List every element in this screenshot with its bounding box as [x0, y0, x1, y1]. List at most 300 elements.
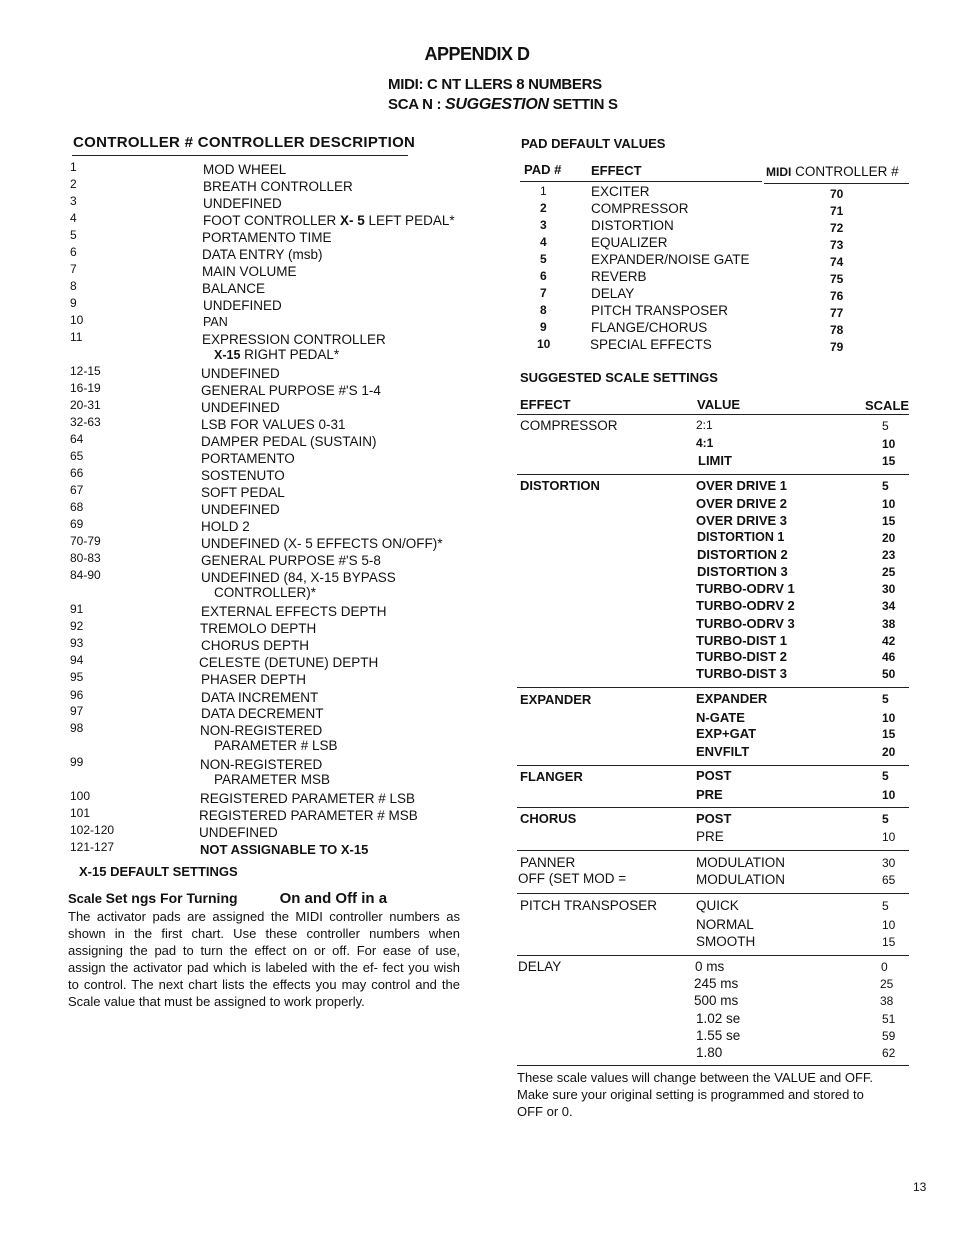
controller-row — [70, 721, 490, 738]
scale-row — [696, 855, 910, 872]
scale-number: 46 — [882, 650, 896, 664]
controller-row — [70, 177, 490, 194]
scale-number: 5 — [882, 479, 889, 493]
controller-description: REGISTERED PARAMETER # LSB — [200, 791, 416, 806]
controller-description: MAIN VOLUME — [202, 264, 297, 279]
scale-row — [695, 959, 909, 976]
controller-number: 80-83 — [70, 551, 101, 565]
controller-description: SOFT PEDAL — [201, 485, 285, 500]
scale-row — [696, 934, 910, 951]
controller-continuation-bold: X-15 — [214, 348, 241, 362]
scale-value: 1.80 — [696, 1045, 723, 1060]
scale-row — [696, 898, 910, 915]
controller-number: 8 — [70, 279, 77, 293]
scale-number: 5 — [882, 812, 889, 826]
controller-number: 92 — [70, 619, 84, 633]
scale-effect-name: DISTORTION — [520, 478, 600, 493]
pad-effect: EXCITER — [591, 184, 650, 199]
scale-number: 50 — [882, 667, 896, 681]
pad-midi-number: 74 — [830, 255, 844, 269]
controller-description: GENERAL PURPOSE #'S 5-8 — [201, 553, 381, 568]
scale-value: OVER DRIVE 1 — [696, 478, 788, 493]
controller-number: 12-15 — [70, 364, 101, 378]
controller-continuation-part: RIGHT PEDAL* — [240, 347, 340, 362]
scale-row — [696, 478, 910, 495]
controller-description: PHASER DEPTH — [201, 672, 307, 687]
controller-description: UNDEFINED — [201, 502, 280, 517]
scale-number: 20 — [882, 745, 896, 759]
scale-value: 4:1 — [696, 436, 714, 450]
controller-number: 97 — [70, 704, 84, 718]
instructions-paragraph: The activator pads are assigned the MIDI controller numbers as shown in the first chart. Use these controller numbers when assigning the pad to turn the effect on or off. For ease of use, assign the activator pad which is labeled with the ef- fect you wish to control. The next chart lists the effects you may control and the Scale value that must be assigned to work properly. — [68, 909, 460, 1009]
scale-row — [696, 633, 910, 650]
controller-row — [70, 755, 490, 772]
controller-description-part: FOOT CONTROLLER — [203, 213, 341, 228]
controller-description-bold: X- 5 — [340, 213, 365, 228]
scale-number: 25 — [880, 977, 894, 991]
appendix-subtitle-line1: MIDI: C NT LLERS 8 NUMBERS — [388, 76, 602, 93]
controller-row — [70, 415, 490, 432]
scale-value: POST — [696, 811, 732, 826]
pad-midi-number: 71 — [830, 204, 844, 218]
pad-row — [520, 320, 910, 337]
scale-value: TURBO-DIST 1 — [696, 633, 787, 648]
scale-number: 62 — [882, 1046, 896, 1060]
controller-number: 65 — [70, 449, 84, 463]
pad-midi-number: 75 — [830, 272, 844, 286]
controller-row — [70, 500, 490, 517]
controller-row — [70, 602, 490, 619]
pad-midi-number: 77 — [830, 306, 844, 320]
scale-row — [696, 829, 910, 846]
scale-effect-name: CHORUS — [520, 811, 577, 826]
scale-row — [696, 436, 910, 453]
pad-effect: DELAY — [591, 286, 635, 301]
scale-row — [696, 564, 910, 581]
controller-description: NON-REGISTERED — [200, 757, 323, 772]
controller-row — [70, 483, 490, 500]
controller-number: 96 — [70, 688, 84, 702]
controller-description: DATA DECREMENT — [201, 706, 324, 721]
pad-row — [520, 303, 910, 320]
scale-number: 42 — [882, 634, 896, 648]
scale-number: 5 — [882, 692, 889, 706]
scale-value: TURBO-DIST 3 — [696, 666, 787, 681]
scale-heading-part-c: On and Off in a — [279, 890, 388, 907]
scale-effect-name: EXPANDER — [520, 692, 592, 707]
scale-number: 5 — [882, 899, 889, 913]
controller-row — [70, 381, 490, 398]
controller-number: 68 — [70, 500, 84, 514]
scale-number: 10 — [882, 711, 896, 725]
pad-row — [520, 269, 910, 286]
controller-row — [70, 551, 490, 568]
scale-group-rule — [517, 687, 909, 688]
scale-number: 38 — [880, 994, 894, 1008]
scale-row — [696, 768, 910, 785]
pad-effect: FLANGE/CHORUS — [591, 320, 708, 335]
scale-value: SMOOTH — [696, 934, 756, 949]
scale-row — [694, 976, 908, 993]
controller-number: 67 — [70, 483, 84, 497]
scale-scale-column-header: SCALE — [865, 398, 910, 413]
pad-number: 4 — [540, 235, 547, 249]
controller-description: SOSTENUTO — [201, 468, 285, 483]
controller-number: 64 — [70, 432, 84, 446]
pad-defaults-heading: PAD DEFAULT VALUES — [521, 136, 666, 151]
controller-heading-rule — [72, 155, 408, 156]
pad-midi-number: 79 — [830, 340, 844, 354]
subtitle-part-c: SETTIN S — [548, 96, 618, 113]
scale-value: LIMIT — [698, 453, 732, 468]
scale-row — [696, 744, 910, 761]
controller-description-continuation — [214, 347, 339, 362]
scale-effect-name: COMPRESSOR — [520, 418, 618, 433]
controller-description: NON-REGISTERED — [200, 723, 323, 738]
scale-effect-name: DELAY — [518, 959, 562, 974]
controller-row — [70, 806, 490, 823]
pad-number: 3 — [540, 218, 547, 232]
controller-number: 1 — [70, 160, 77, 174]
scale-number: 15 — [882, 514, 896, 528]
scale-row — [696, 581, 910, 598]
scale-row — [696, 547, 910, 564]
scale-value: EXP+GAT — [696, 726, 757, 741]
controller-row — [70, 534, 490, 551]
controller-number: 93 — [70, 636, 84, 650]
scale-number: 51 — [882, 1012, 896, 1026]
controller-description: DAMPER PEDAL (SUSTAIN) — [201, 434, 377, 449]
scale-number: 38 — [882, 617, 896, 631]
controller-row — [70, 840, 490, 857]
scale-number: 10 — [882, 437, 896, 451]
controller-description-continuation: PARAMETER MSB — [214, 772, 331, 787]
scale-value: TURBO-ODRV 1 — [696, 581, 795, 596]
scale-effect-name: PITCH TRANSPOSER — [520, 898, 658, 913]
scale-number: 10 — [882, 788, 896, 802]
controller-description: MOD WHEEL — [203, 162, 287, 177]
controller-description: UNDEFINED — [201, 366, 280, 381]
controller-description: UNDEFINED — [203, 196, 282, 211]
pad-row — [520, 337, 910, 354]
controller-row — [70, 568, 490, 585]
controller-description: HOLD 2 — [201, 519, 250, 534]
controller-number: 69 — [70, 517, 84, 531]
scale-value: OVER DRIVE 3 — [696, 513, 788, 528]
controller-row — [70, 517, 490, 534]
scale-value: TURBO-ODRV 3 — [696, 616, 795, 631]
controller-number: 70-79 — [70, 534, 101, 548]
controller-number: 3 — [70, 194, 77, 208]
controller-number: 9 — [70, 296, 77, 310]
scale-row — [696, 418, 910, 435]
scale-number: 10 — [882, 830, 896, 844]
pad-effect: SPECIAL EFFECTS — [590, 337, 712, 352]
controller-number: 5 — [70, 228, 77, 242]
controller-description: PORTAMENTO — [201, 451, 295, 466]
scale-row — [696, 530, 910, 547]
pad-midi-number: 70 — [830, 187, 844, 201]
scale-heading-part-a: Scale — [68, 891, 106, 906]
controller-description: UNDEFINED — [201, 400, 280, 415]
pad-column-header: PAD # — [524, 162, 562, 177]
scale-row — [696, 666, 910, 683]
scale-number: 65 — [882, 873, 896, 887]
scale-number: 10 — [882, 918, 896, 932]
scale-value: 2:1 — [696, 418, 713, 432]
controller-row — [70, 466, 490, 483]
controller-number: 98 — [70, 721, 84, 735]
scale-value: DISTORTION 2 — [697, 547, 788, 562]
controller-description: CHORUS DEPTH — [201, 638, 310, 653]
midi-header-rest: CONTROLLER # — [791, 164, 899, 179]
scale-number: 0 — [881, 960, 888, 974]
controller-description-continuation: PARAMETER # LSB — [214, 738, 338, 753]
scale-row — [696, 1011, 910, 1028]
controller-row — [70, 262, 490, 279]
pad-number: 8 — [540, 303, 547, 317]
controller-description: DATA INCREMENT — [201, 690, 319, 705]
controller-row — [70, 449, 490, 466]
scale-value: PRE — [696, 829, 724, 844]
scale-group-rule — [517, 955, 909, 956]
scale-row — [696, 1045, 910, 1062]
pad-row — [520, 201, 910, 218]
scale-header-rule — [517, 414, 909, 415]
scale-value: 1.02 se — [696, 1011, 741, 1026]
pad-number: 10 — [537, 337, 551, 351]
pad-number: 1 — [540, 184, 547, 198]
pad-midi-number: 73 — [830, 238, 844, 252]
pad-midi-number: 72 — [830, 221, 844, 235]
controller-row — [70, 364, 490, 381]
pad-effect: EQUALIZER — [591, 235, 668, 250]
controller-number: 99 — [70, 755, 84, 769]
pad-row — [520, 218, 910, 235]
midi-controller-column-header — [766, 164, 899, 179]
controller-description: PORTAMENTO TIME — [202, 230, 332, 245]
pad-row — [520, 235, 910, 252]
scale-row — [696, 917, 910, 934]
controller-number: 16-19 — [70, 381, 101, 395]
pad-midi-number: 78 — [830, 323, 844, 337]
controller-row — [70, 160, 490, 177]
controller-description: REGISTERED PARAMETER # MSB — [199, 808, 418, 823]
controller-row — [70, 789, 490, 806]
pad-effect: DISTORTION — [591, 218, 674, 233]
scale-value: 500 ms — [694, 993, 739, 1008]
controller-row — [70, 636, 490, 653]
scale-row — [696, 872, 910, 889]
scale-row — [696, 598, 910, 615]
scale-group-rule — [517, 893, 909, 894]
pad-number: 5 — [540, 252, 547, 266]
controller-number: 10 — [70, 313, 84, 327]
controller-description: BREATH CONTROLLER — [203, 179, 353, 194]
controller-row — [70, 432, 490, 449]
scale-value: 0 ms — [695, 959, 725, 974]
scale-group-rule — [517, 474, 909, 475]
scale-value: PRE — [696, 787, 723, 802]
controller-row — [70, 279, 490, 296]
controller-row — [70, 398, 490, 415]
scale-value: MODULATION — [696, 855, 786, 870]
scale-group-rule — [517, 765, 909, 766]
scale-number: 25 — [882, 565, 896, 579]
scale-number: 10 — [882, 497, 896, 511]
scale-row — [696, 616, 910, 633]
controller-description: BALANCE — [202, 281, 266, 296]
controller-row — [70, 313, 490, 330]
scale-row — [696, 811, 910, 828]
controller-number: 20-31 — [70, 398, 101, 412]
scale-value: QUICK — [696, 898, 739, 913]
pad-effect: REVERB — [591, 269, 647, 284]
subtitle-part-a: SCA N : — [388, 96, 446, 113]
controller-row — [70, 330, 490, 347]
scale-number: 23 — [882, 548, 896, 562]
controller-number: 102-120 — [70, 823, 115, 837]
pad-row — [520, 184, 910, 201]
scale-settings-heading — [68, 890, 387, 907]
scale-value-column-header: VALUE — [697, 397, 741, 412]
scale-row — [696, 649, 910, 666]
pad-header-rule — [520, 181, 762, 182]
appendix-title: APPENDIX D — [424, 44, 530, 64]
controller-description: NOT ASSIGNABLE TO X-15 — [200, 842, 369, 857]
scale-row — [696, 691, 910, 708]
controller-number: 32-63 — [70, 415, 101, 429]
scale-group-rule — [517, 850, 909, 851]
scale-note: These scale values will change between the VALUE and OFF. Make sure your original setting is programmed and stored to OFF or 0. — [517, 1070, 874, 1119]
scale-number: 30 — [882, 582, 896, 596]
pad-row — [520, 286, 910, 303]
controller-number: 11 — [70, 330, 83, 344]
scale-row — [696, 513, 910, 530]
appendix-subtitle-line2 — [388, 96, 618, 114]
controller-description: PAN — [203, 315, 228, 329]
controller-row — [70, 296, 490, 313]
scale-value: OVER DRIVE 2 — [696, 496, 788, 511]
controller-number: 2 — [70, 177, 77, 191]
scale-value: 245 ms — [694, 976, 739, 991]
controller-description: EXTERNAL EFFECTS DEPTH — [201, 604, 387, 619]
scale-number: 30 — [882, 856, 896, 870]
scale-row — [694, 993, 908, 1010]
pad-number: 9 — [540, 320, 547, 334]
controller-description-part: LEFT PEDAL* — [364, 213, 455, 228]
midi-header-bold: MIDI — [766, 165, 792, 179]
scale-value: ENVFILT — [696, 744, 750, 759]
scale-row — [696, 1028, 910, 1045]
scale-heading-part-b: Set ngs For Turning — [105, 890, 238, 906]
scale-value: EXPANDER — [696, 691, 768, 706]
scale-row — [696, 710, 910, 727]
effect-column-header: EFFECT — [591, 163, 642, 178]
scale-effect-name: FLANGER — [520, 769, 583, 784]
controller-number: 7 — [70, 262, 77, 276]
controller-number: 84-90 — [70, 568, 101, 582]
scale-value: POST — [696, 768, 732, 783]
controller-row — [70, 704, 490, 721]
scale-number: 5 — [882, 769, 889, 783]
scale-row — [696, 496, 910, 513]
scale-row — [696, 787, 910, 804]
scale-number: 15 — [882, 935, 896, 949]
scale-number: 59 — [882, 1029, 896, 1043]
controller-row — [70, 653, 490, 670]
controller-number: 6 — [70, 245, 77, 259]
controller-description — [203, 213, 455, 228]
pad-row — [520, 252, 910, 269]
pad-effect: PITCH TRANSPOSER — [591, 303, 729, 318]
pad-number: 2 — [540, 201, 547, 215]
scale-value: N-GATE — [696, 710, 745, 725]
scale-number: 20 — [882, 531, 896, 545]
controller-number: 66 — [70, 466, 84, 480]
scale-value: NORMAL — [696, 917, 754, 932]
controller-number: 4 — [70, 211, 77, 225]
controller-row — [70, 670, 490, 687]
controller-number: 94 — [70, 653, 84, 667]
scale-row — [696, 726, 910, 743]
controller-row — [70, 823, 490, 840]
scale-value: DISTORTION 3 — [697, 564, 788, 579]
scale-number: 34 — [882, 599, 896, 613]
subtitle-part-b: SUGGESTION — [445, 96, 549, 113]
pad-effect: COMPRESSOR — [591, 201, 689, 216]
pad-midi-number: 76 — [830, 289, 844, 303]
scale-row — [696, 453, 910, 470]
controller-row — [70, 619, 490, 636]
controller-row — [70, 688, 490, 705]
controller-number: 101 — [70, 806, 91, 820]
scale-number: 5 — [882, 419, 889, 433]
scale-number: 15 — [882, 727, 896, 741]
scale-value: TURBO-ODRV 2 — [696, 598, 795, 613]
controller-description: UNDEFINED (84, X-15 BYPASS — [201, 570, 396, 585]
controller-description: EXPRESSION CONTROLLER — [202, 332, 386, 347]
controller-row — [70, 228, 490, 245]
scale-effect-name: PANNER — [520, 855, 576, 870]
pad-number: 6 — [540, 269, 547, 283]
controller-description: CELESTE (DETUNE) DEPTH — [199, 655, 379, 670]
page-number: 13 — [913, 1180, 927, 1194]
controller-description: UNDEFINED — [199, 825, 278, 840]
controller-number: 121-127 — [70, 840, 115, 854]
scale-value: MODULATION — [696, 872, 786, 887]
controller-number: 100 — [70, 789, 91, 803]
scale-value: DISTORTION 1 — [697, 530, 785, 544]
suggested-scale-heading: SUGGESTED SCALE SETTINGS — [520, 370, 718, 385]
controller-table-heading: CONTROLLER # CONTROLLER DESCRIPTION — [73, 134, 416, 151]
controller-row — [70, 245, 490, 262]
controller-description: TREMOLO DEPTH — [200, 621, 317, 636]
scale-effect-name-continuation: OFF (SET MOD = — [518, 871, 627, 886]
controller-description: UNDEFINED — [203, 298, 282, 313]
pad-effect: EXPANDER/NOISE GATE — [591, 252, 750, 267]
x15-defaults-heading: X-15 DEFAULT SETTINGS — [79, 864, 238, 879]
scale-table-bottom-rule — [517, 1065, 909, 1066]
controller-description-continuation: CONTROLLER)* — [214, 585, 317, 600]
scale-group-rule — [517, 807, 909, 808]
scale-value: 1.55 se — [696, 1028, 741, 1043]
controller-number: 95 — [70, 670, 84, 684]
controller-row — [70, 211, 490, 228]
controller-description: UNDEFINED (X- 5 EFFECTS ON/OFF)* — [201, 536, 443, 551]
scale-effect-column-header: EFFECT — [520, 397, 571, 412]
controller-row — [70, 194, 490, 211]
